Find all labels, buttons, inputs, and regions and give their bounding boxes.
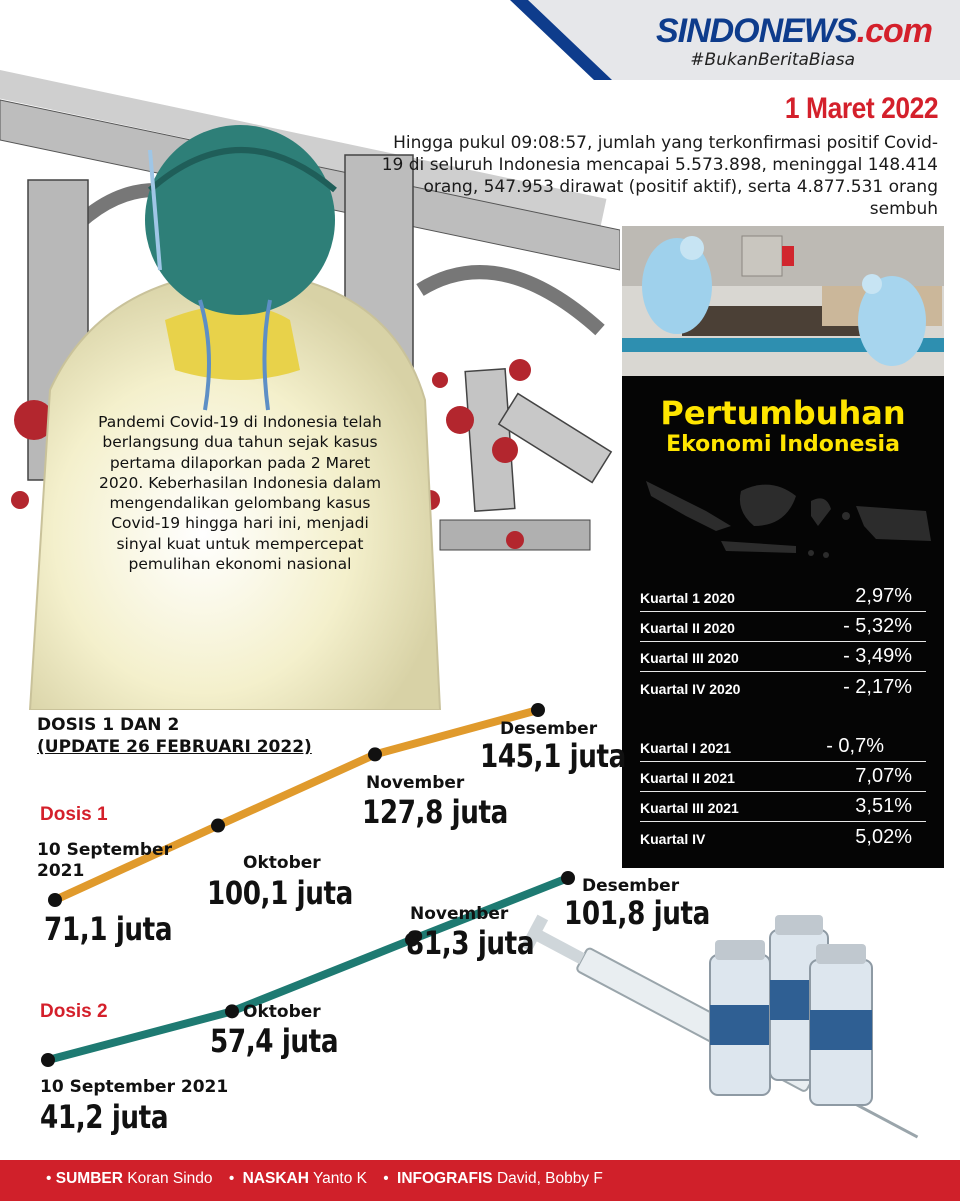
dose1-value-desember: 145,1 juta xyxy=(480,737,626,775)
dose1-value-oktober: 100,1 juta xyxy=(207,874,353,912)
data-point-dosis-1-0 xyxy=(48,893,62,907)
report-date: 1 Maret 2022 xyxy=(784,92,938,125)
quarter-label: Kuartal I 2021 xyxy=(640,740,732,756)
data-point-dosis-2-3 xyxy=(561,871,575,885)
quarter-label: Kuartal II 2020 xyxy=(640,620,735,636)
dose2-label-desember: Desember xyxy=(582,876,680,896)
footer-bullet: • xyxy=(228,1170,235,1187)
quarter-label: Kuartal IV 2020 xyxy=(640,681,741,697)
growth-value: - 5,32% xyxy=(843,615,912,637)
dose2-label-september: 10 September 2021 xyxy=(40,1077,229,1097)
footer-bullet: • xyxy=(383,1170,389,1187)
footer-bullet: • xyxy=(46,1170,52,1187)
growth-value: - 2,17% xyxy=(843,676,912,698)
quarter-label: Kuartal 1 2020 xyxy=(640,590,735,606)
growth-value: 5,02% xyxy=(855,826,912,848)
economy-title: Pertumbuhan xyxy=(660,394,906,432)
indonesia-map xyxy=(636,471,936,571)
intro-text: Hingga pukul 09:08:57, jumlah yang terkonfirmasi positif Covid-19 di seluruh Indonesia mencapai 5.573.898, meninggal 148.414 orang, 547.953 dirawat (positif aktif), serta 4.877.531 orang sembuh xyxy=(381,133,938,219)
sindonews-logo[interactable] xyxy=(656,12,932,51)
logo-main: SINDONEWS xyxy=(655,12,857,50)
dose1-label-desember: Desember xyxy=(500,719,598,739)
growth-value: 3,51% xyxy=(855,795,912,817)
footer-key-sumber: SUMBER xyxy=(55,1170,123,1187)
vaccination-chart-subtitle: (UPDATE 26 FEBRUARI 2022) xyxy=(37,737,312,757)
economy-row xyxy=(640,672,926,702)
hero-caption: Pandemi Covid-19 di Indonesia telah berlangsung dua tahun sejak kasus pertama dilaporkan pada 2 Maret 2020. Keberhasilan Indonesia dalam mengendalikan gelombang kasus Covid-19 hingga hari ini, menjadi sinyal kuat untuk mempercepat pemulihan ekonomi nasional xyxy=(98,413,382,574)
footer-key-naskah: NASKAH xyxy=(242,1170,309,1187)
dose2-value-november: 81,3 juta xyxy=(406,924,535,962)
quarter-label: Kuartal II 2021 xyxy=(640,770,735,786)
footer-value-infografis: David, Bobby F xyxy=(496,1170,603,1187)
dose1-label-november: November xyxy=(366,773,465,793)
economy-row xyxy=(640,642,926,672)
series-label-dosis-2: Dosis 2 xyxy=(40,1001,108,1022)
footer-credits xyxy=(46,1170,603,1188)
footer-value-sumber: Koran Sindo xyxy=(127,1170,213,1187)
dose2-value-oktober: 57,4 juta xyxy=(210,1022,339,1060)
dose2-value-september: 41,2 juta xyxy=(40,1098,169,1136)
dose1-value-september: 71,1 juta xyxy=(44,910,173,948)
footer-bar xyxy=(0,1160,960,1201)
economy-subtitle: Ekonomi Indonesia xyxy=(666,432,900,457)
dose2-label-oktober: Oktober xyxy=(243,1002,321,1022)
growth-value: - 3,49% xyxy=(843,645,912,667)
data-point-dosis-1-2 xyxy=(368,747,382,761)
quarter-label: Kuartal III 2021 xyxy=(640,800,739,816)
data-point-dosis-1-3 xyxy=(531,703,545,717)
footer-key-infografis: INFOGRAFIS xyxy=(397,1170,493,1187)
quarter-label: Kuartal IV xyxy=(640,831,706,847)
logo-suffix: .com xyxy=(856,12,932,50)
tagline: #BukanBeritaBiasa xyxy=(690,50,855,70)
footer-value-naskah: Yanto K xyxy=(312,1170,367,1187)
quarter-label: Kuartal III 2020 xyxy=(640,650,739,666)
economy-row xyxy=(640,582,926,612)
growth-value: - 0,7% xyxy=(826,735,884,757)
dose2-value-desember: 101,8 juta xyxy=(564,894,710,932)
growth-value: 7,07% xyxy=(855,765,912,787)
dose1-label-september: 10 September 2021 xyxy=(37,840,172,881)
hospital-photo xyxy=(622,226,944,376)
data-point-dosis-1-1 xyxy=(211,819,225,833)
dose1-value-november: 127,8 juta xyxy=(362,793,508,831)
growth-value: 2,97% xyxy=(855,585,912,607)
economy-row xyxy=(640,612,926,642)
data-point-dosis-2-0 xyxy=(41,1053,55,1067)
vaccination-chart-title: DOSIS 1 DAN 2 xyxy=(37,715,180,735)
dose2-label-november: November xyxy=(410,904,509,924)
data-point-dosis-2-1 xyxy=(225,1004,239,1018)
series-label-dosis-1: Dosis 1 xyxy=(40,804,108,825)
dose1-label-oktober: Oktober xyxy=(243,853,321,873)
